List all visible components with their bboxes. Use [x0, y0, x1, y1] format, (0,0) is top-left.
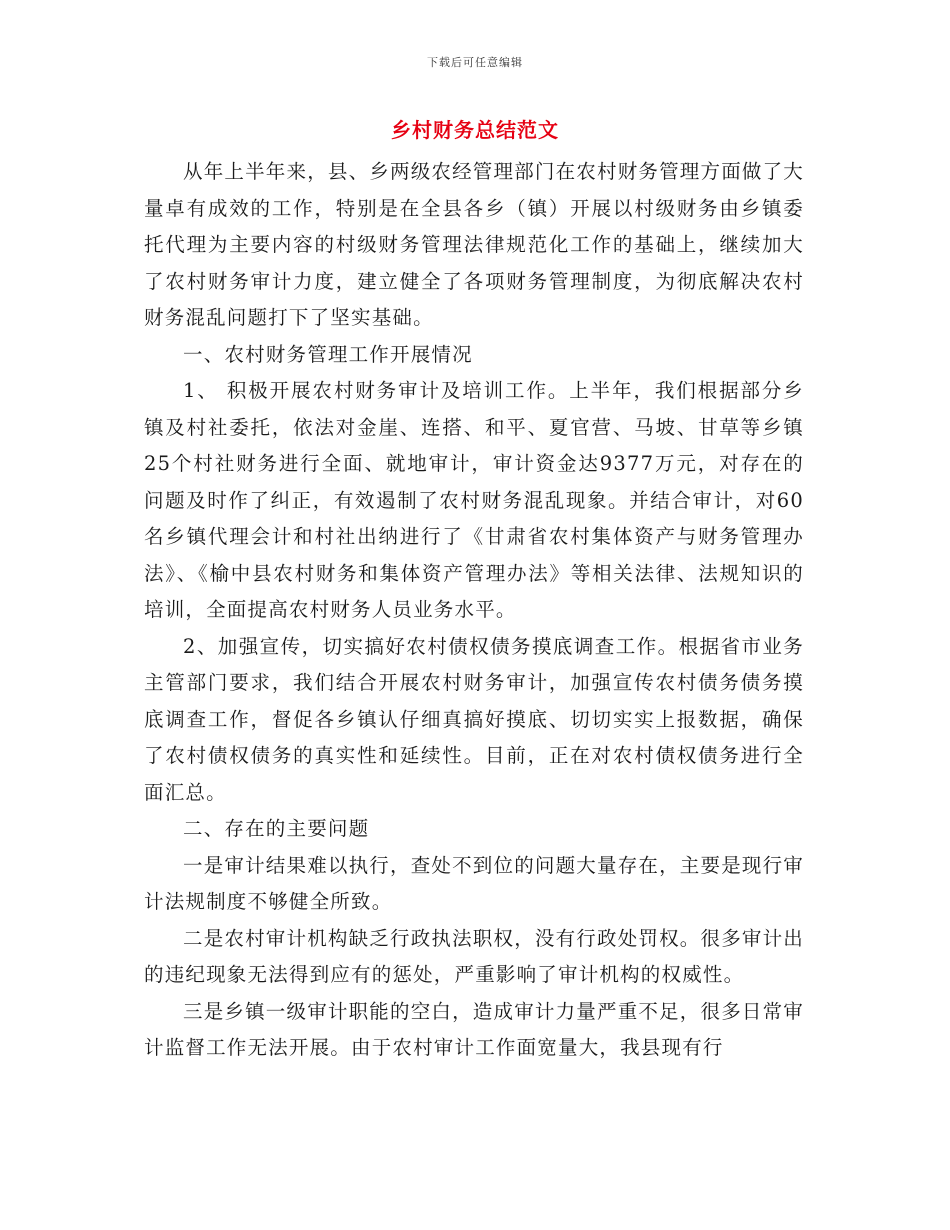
paragraph-audit-training: 1、 积极开展农村财务审计及培训工作。上半年，我们根据部分乡镇及村社委托，依法对金崖、连搭、和平、夏官营、马坡、甘草等乡镇25个村社财务进行全面、就地审计，审计资金达9377万元，对存在的问题及时作了纠正，有效遏制了农村财务混乱现象。并结合审计，对60名乡镇代理会计和村社出纳进行了《甘肃省农村集体资产与财务管理办法》、《榆中县农村财务和集体资产管理办法》等相关法律、法规知识的培训，全面提高农村财务人员业务水平。 [144, 379, 804, 621]
paragraph-problem-three: 三是乡镇一级审计职能的空白，造成审计力量严重不足，很多日常审计监督工作无法开展。由于农村审计工作面宽量大，我县现有行 [144, 999, 805, 1059]
page-header-note: 下载后可任意编辑 [427, 56, 523, 69]
paragraph-problem-one: 一是审计结果难以执行，查处不到位的问题大量存在，主要是现行审计法规制度不够健全所致。 [144, 853, 805, 913]
section-heading-problems: 二、存在的主要问题 [183, 817, 370, 840]
paragraph-intro: 从年上半年来，县、乡两级农经管理部门在农村财务管理方面做了大量卓有成效的工作，特别是在全县各乡（镇）开展以村级财务由乡镇委托代理为主要内容的村级财务管理法律规范化工作的基础上，继续加大了农村财务审计力度，建立健全了各项财务管理制度，为彻底解决农村财务混乱问题打下了坚实基础。 [144, 160, 805, 329]
document-body [144, 154, 804, 1067]
document-title: 乡村财务总结范文 [391, 118, 559, 142]
paragraph-problem-two: 二是农村审计机构缺乏行政执法职权，没有行政处罚权。很多审计出的违纪现象无法得到应有的惩处，严重影响了审计机构的权威性。 [144, 926, 805, 986]
section-heading-work-status: 一、农村财务管理工作开展情况 [183, 342, 473, 366]
paragraph-debt-survey: 2、加强宣传，切实搞好农村债权债务摸底调查工作。根据省市业务主管部门要求，我们结合开展农村财务审计，加强宣传农村债务债务摸底调查工作，督促各乡镇认仔细真搞好摸底、切切实实上报数据，确保了农村债权债务的真实性和延续性。目前，正在对农村债权债务进行全面汇总。 [144, 634, 804, 804]
